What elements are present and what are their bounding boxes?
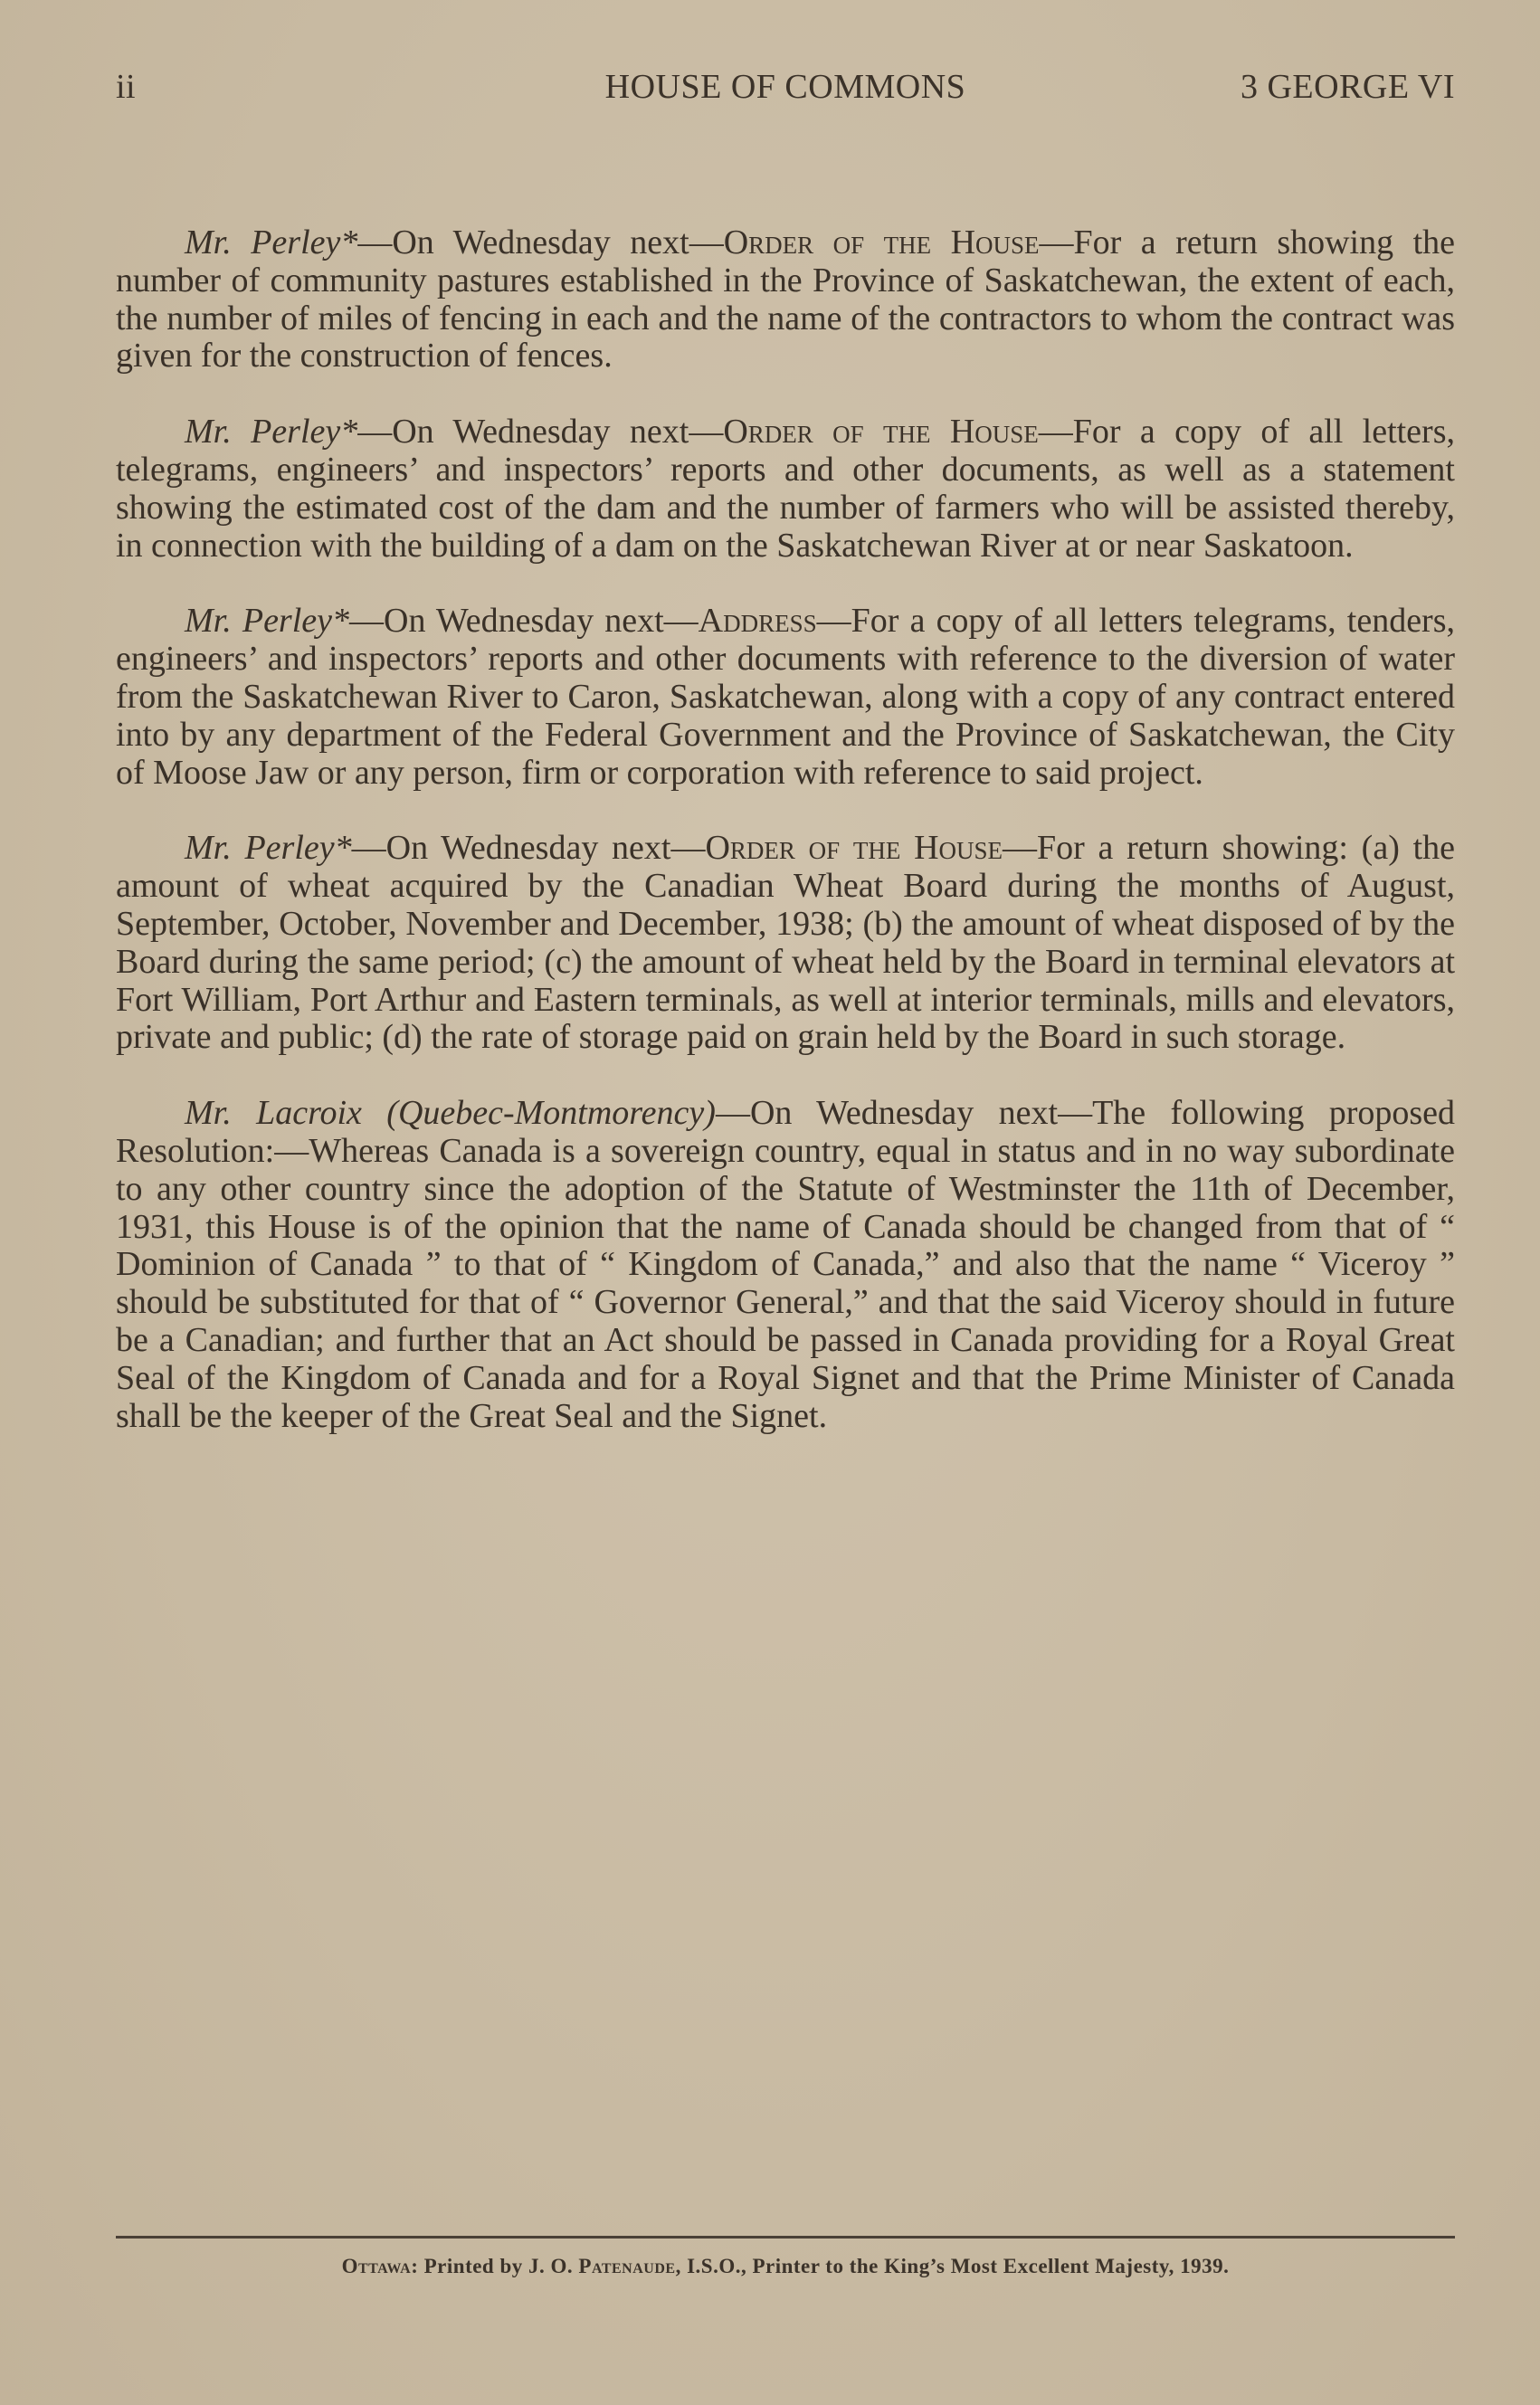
- notice-type: Order of the House: [723, 223, 1040, 261]
- notice-paragraph: [116, 603, 1455, 792]
- page-body: [116, 63, 1455, 1473]
- notice-type: Order of the House: [723, 413, 1039, 452]
- imprint-rest: , I.S.O., Printer to the King’s Most Excellent Majesty, 1939.: [675, 2255, 1230, 2277]
- member-name: Mr. Perley*: [185, 829, 352, 868]
- notice-type: Order of the House: [705, 829, 1003, 868]
- imprint-printer: Patenaude: [578, 2255, 676, 2277]
- notice-timing: —On Wednesday next—: [357, 223, 724, 261]
- member-name: Mr. Perley*: [185, 602, 350, 641]
- notice-timing: —On Wednesday next—: [715, 1094, 1093, 1133]
- footer-rule: [116, 2236, 1455, 2239]
- imprint-place: Ottawa: [341, 2255, 412, 2277]
- notice-timing: —On Wednesday next—: [357, 413, 724, 452]
- notice-paragraph: [116, 1095, 1455, 1435]
- member-name: Mr. Perley*: [185, 223, 358, 261]
- notice-timing: —On Wednesday next—: [349, 602, 699, 641]
- regnal-year: 3 GEORGE VI: [1240, 68, 1455, 106]
- notice-text: The following proposed Resolution:—Whereas Canada is a sovereign country, equal in status and in no way subordinate to any other country since the adoption of the Statute of Westminster the 11th of December, 1931, this House is of the opinion that the name of Canada should be changed from that of “ Dominion of Canada ” to that of “ Kingdom of Canada,” and also that the name “ Viceroy ” should be substituted for that of “ Governor General,” and that the said Viceroy should in future be a Canadian; and further that an Act should be passed in Canada providing for a Royal Great Seal of the Kingdom of Canada and for a Royal Signet and that the Prime Minister of Canada shall be the keeper of the Great Seal and the Signet.: [116, 1094, 1456, 1435]
- notice-text: —For a copy of all letters, telegrams, engineers’ and inspectors’ reports and other documents, as well as a statement showing the estimated cost of the dam and the number of farmers who will be assisted thereby, in connection with the building of a dam on the Saskatchewan River at or near Saskatoon.: [116, 413, 1455, 565]
- page-number: ii: [116, 68, 137, 106]
- notice-type: Address: [698, 602, 817, 641]
- notice-text: —For a return showing the number of community pastures established in the Province of Saskatchewan, the extent of each, the number of miles of fencing in each and the name of the contractors to whom the contract was given for the construction of fences.: [116, 223, 1455, 375]
- notice-paragraph: [116, 830, 1455, 1057]
- printer-imprint: [116, 2255, 1455, 2278]
- member-name: Mr. Perley*: [185, 413, 358, 452]
- notice-text: —For a return showing: (a) the amount of wheat acquired by the Canadian Wheat Board during the months of August, September, October, November and December, 1938; (b) the amount of wheat disposed of by the Board during the same period; (c) the amount of wheat held by the Board in terminal elevators at Fort William, Port Arthur and Eastern terminals, as well at interior terminals, mills and elevators, private and public; (d) the rate of storage paid on grain held by the Board in such storage.: [116, 829, 1456, 1057]
- imprint-separator: : Printed by J. O.: [411, 2255, 579, 2277]
- page-title: HOUSE OF COMMONS: [604, 68, 966, 106]
- notice-timing: —On Wednesday next—: [351, 829, 706, 868]
- running-head: [116, 63, 1455, 118]
- notice-text: —For a copy of all letters telegrams, tenders, engineers’ and inspectors’ reports and other documents with reference to the diversion of water from the Saskatchewan River to Caron, Saskatchewan, along with a copy of any contract entered into by any department of the Federal Government and the Province of Saskatchewan, the City of Moose Jaw or any person, firm or corporation with reference to said project.: [116, 602, 1456, 792]
- notice-paragraph: [116, 414, 1455, 565]
- member-name: Mr. Lacroix (Quebec-Montmorency): [185, 1094, 716, 1133]
- notice-paragraph: [116, 224, 1455, 375]
